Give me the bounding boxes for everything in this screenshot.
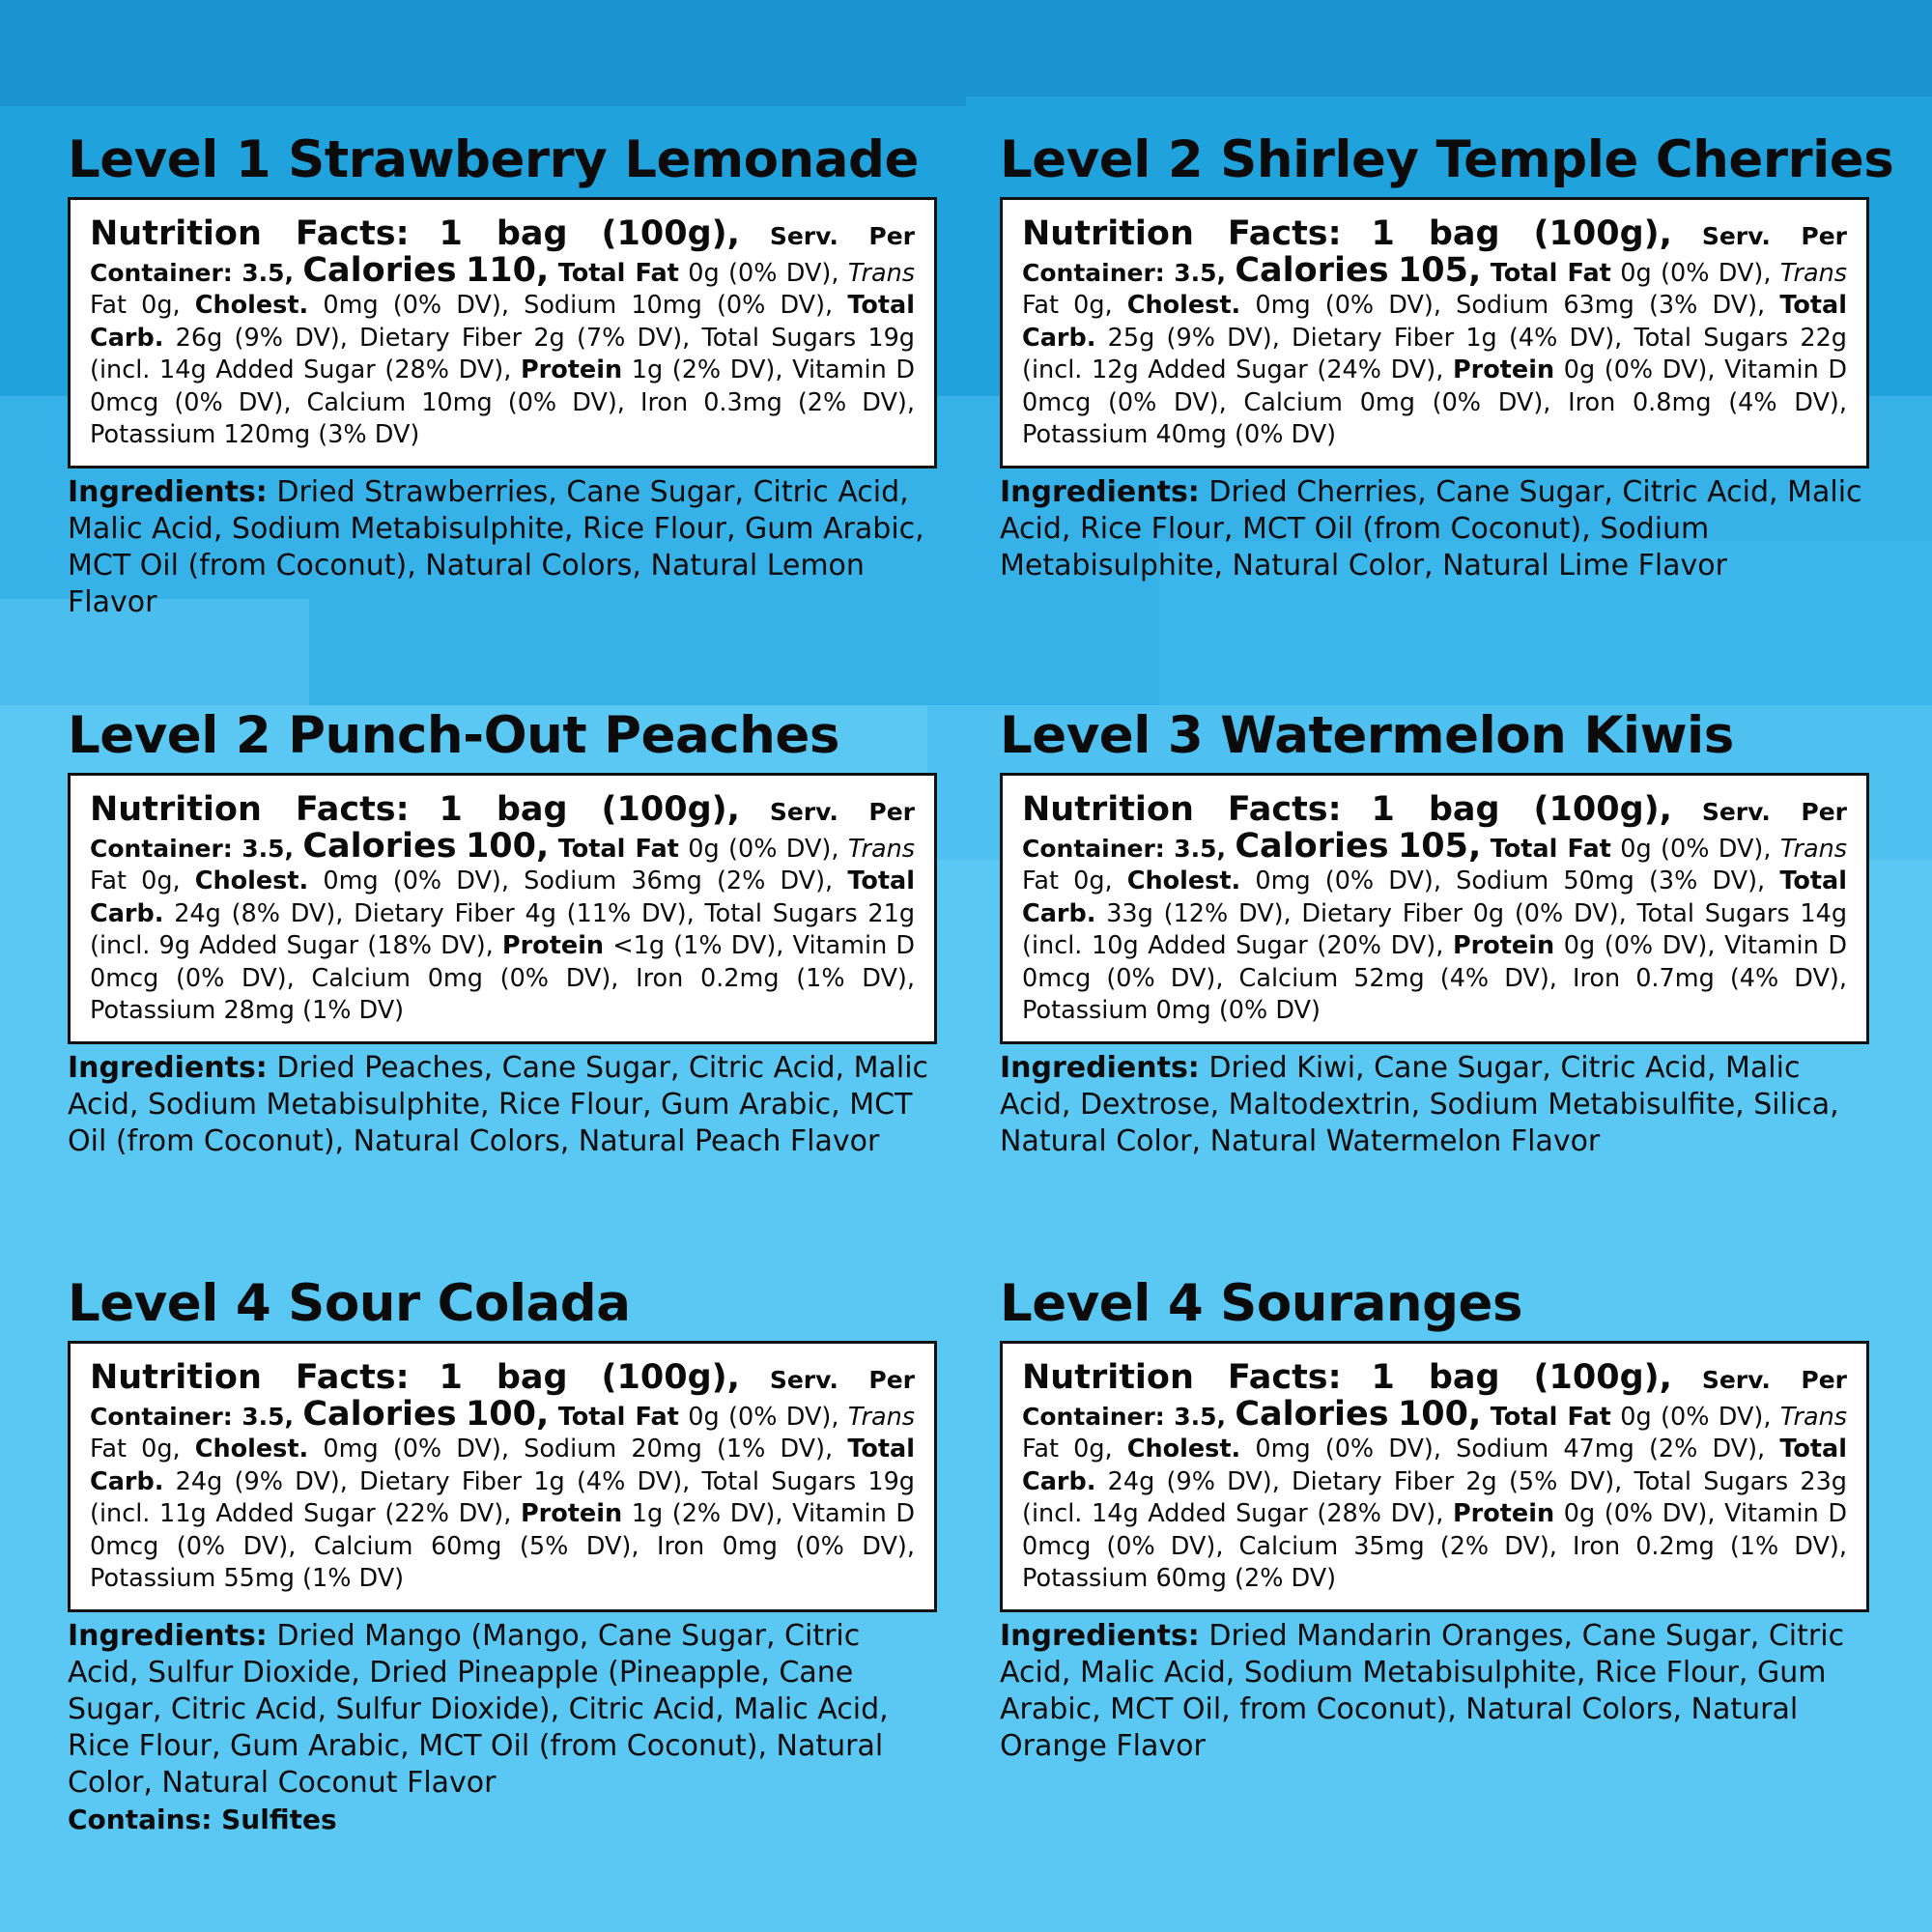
servings-value: 3.5, [1174, 834, 1226, 863]
protein-minerals-value: 0g (0% DV), Vitamin D 0mcg (0% DV), Calcium 35mg (2% DV), Iron 0.2mg (1% DV), Potassium 60mg (2% DV) [1022, 1499, 1847, 1593]
total-fat-value: 0g (0% DV), [688, 1402, 839, 1432]
calories-value: 105, [1397, 250, 1482, 290]
ingredients-text: Dried Cherries, Cane Sugar, Citric Acid, Malic Acid, Rice Flour, MCT Oil (from Coconut), Sodium Metabisulphite, Natural Color, Natural Lime Flavor [1000, 474, 1862, 582]
product-title: Level 2 Shirley Temple Cherries [1000, 130, 1894, 189]
protein-minerals-value: 1g (2% DV), Vitamin D 0mcg (0% DV), Calcium 10mg (0% DV), Iron 0.3mg (2% DV), Potassium 120mg (3% DV) [90, 355, 915, 449]
cholest-sodium-value: 0mg (0% DV), Sodium 10mg (0% DV), [323, 291, 834, 320]
ingredients-text: Dried Peaches, Cane Sugar, Citric Acid, Malic Acid, Sodium Metabisulphite, Rice Flour, Gum Arabic, MCT Oil (from Coconut), Natural Colors, Natural Peach Flavor [68, 1050, 929, 1158]
trans-label: Trans [1779, 258, 1848, 288]
cholest-label: Cholest. [194, 867, 309, 895]
ingredients-label: Ingredients: [1000, 474, 1200, 509]
trans-fat-value: Fat 0g, [1022, 867, 1113, 895]
nutrition-facts-box [1000, 1341, 1869, 1612]
ingredients-label: Ingredients: [68, 1618, 268, 1653]
nutrition-facts-label: Nutrition Facts: [90, 214, 410, 253]
ingredients-text: Dried Kiwi, Cane Sugar, Citric Acid, Malic Acid, Dextrose, Maltodextrin, Sodium Metabisulfite, Silica, Natural Color, Natural Watermelon Flavor [1000, 1050, 1839, 1158]
total-fat-value: 0g (0% DV), [1620, 834, 1772, 864]
ingredients-block [68, 474, 937, 621]
cholest-label: Cholest. [1126, 291, 1241, 320]
calories-label: Calories [302, 1394, 457, 1434]
ingredients-text: Dried Mandarin Oranges, Cane Sugar, Citric Acid, Malic Acid, Sodium Metabisulphite, Rice Flour, Gum Arabic, MCT Oil, from Coconut), Natural Colors, Natural Orange Flavor [1000, 1618, 1845, 1763]
protein-label: Protein [501, 931, 605, 960]
calories-label: Calories [1235, 250, 1389, 290]
calories-value: 110, [465, 250, 550, 290]
ingredients-block [1000, 1618, 1869, 1765]
serving-size: 1 bag (100g), [439, 214, 740, 253]
ingredients-block [1000, 474, 1869, 584]
total-fat-label: Total Fat [1490, 258, 1611, 288]
protein-minerals-value: <1g (1% DV), Vitamin D 0mcg (0% DV), Calcium 0mg (0% DV), Iron 0.2mg (1% DV), Potassium 28mg (1% DV) [90, 931, 916, 1025]
nutrition-facts-box [1000, 773, 1869, 1044]
serv-per-container-label: Serv. Per Container: [1022, 222, 1847, 287]
total-carb-label: Total Carb. [90, 1435, 915, 1496]
cholest-sodium-value: 0mg (0% DV), Sodium 20mg (1% DV), [323, 1435, 834, 1463]
serv-per-container-label: Serv. Per Container: [90, 1366, 915, 1431]
calories-value: 100, [465, 1394, 550, 1434]
calories-value: 100, [465, 826, 550, 866]
product-panel-punch-out-peaches [68, 705, 937, 1160]
ingredients-text: Dried Strawberries, Cane Sugar, Citric Acid, Malic Acid, Sodium Metabisulphite, Rice Flour, Gum Arabic, MCT Oil (from Coconut), Natural Colors, Natural Lemon Flavor [68, 474, 924, 619]
servings-value: 3.5, [242, 258, 294, 287]
calories-value: 100, [1397, 1394, 1482, 1434]
total-fat-label: Total Fat [557, 834, 679, 864]
total-carb-label: Total Carb. [1022, 291, 1847, 353]
trans-fat-value: Fat 0g, [90, 1435, 181, 1463]
cholest-label: Cholest. [194, 1435, 309, 1463]
protein-label: Protein [520, 1499, 623, 1528]
ingredients-text: Dried Mango (Mango, Cane Sugar, Citric Acid, Sulfur Dioxide, Dried Pineapple (Pineapple, Cane Sugar, Citric Acid, Sulfur Dioxide), Citric Acid, Malic Acid, Rice Flour, Gum Arabic, MCT Oil (from Coconut), Natural Color, Natural Coconut Flavor [68, 1618, 889, 1800]
cholest-sodium-value: 0mg (0% DV), Sodium 47mg (2% DV), [1255, 1435, 1766, 1463]
trans-fat-value: Fat 0g, [1022, 1435, 1113, 1463]
trans-label: Trans [847, 1402, 916, 1432]
product-panel-shirley-temple-cherries [1000, 129, 1894, 584]
allergen-contains: Contains: Sulfites [68, 1803, 337, 1835]
nutrition-facts-box [68, 1341, 937, 1612]
ingredients-block [1000, 1050, 1869, 1160]
nutrition-facts-label: Nutrition Facts: [1022, 214, 1342, 253]
nutrition-facts-label: Nutrition Facts: [90, 790, 410, 829]
protein-minerals-value: 1g (2% DV), Vitamin D 0mcg (0% DV), Calcium 60mg (5% DV), Iron 0mg (0% DV), Potassium 55mg (1% DV) [90, 1499, 915, 1593]
servings-value: 3.5, [1174, 1402, 1226, 1431]
ingredients-label: Ingredients: [68, 474, 268, 509]
total-fat-label: Total Fat [1490, 1402, 1611, 1432]
trans-label: Trans [847, 258, 916, 288]
calories-label: Calories [1235, 1394, 1389, 1434]
servings-value: 3.5, [1174, 258, 1226, 287]
cholest-sodium-value: 0mg (0% DV), Sodium 36mg (2% DV), [323, 867, 834, 895]
trans-label: Trans [847, 834, 916, 864]
product-panel-watermelon-kiwis [1000, 705, 1869, 1160]
total-fat-label: Total Fat [557, 1402, 679, 1432]
nutrition-facts-label: Nutrition Facts: [90, 1358, 410, 1397]
nutrition-facts-label: Nutrition Facts: [1022, 790, 1342, 829]
total-carb-label: Total Carb. [90, 291, 915, 353]
carb-sugar-value: 24g (9% DV), Dietary Fiber 1g (4% DV), Total Sugars 19g (incl. 11g Added Sugar (22% DV), [90, 1466, 915, 1528]
product-title: Level 4 Sour Colada [68, 1274, 631, 1333]
trans-fat-value: Fat 0g, [90, 867, 181, 895]
trans-label: Trans [1779, 834, 1848, 864]
protein-minerals-value: 0g (0% DV), Vitamin D 0mcg (0% DV), Calcium 0mg (0% DV), Iron 0.8mg (4% DV), Potassium 40mg (0% DV) [1022, 355, 1847, 449]
serv-per-container-label: Serv. Per Container: [1022, 1366, 1847, 1431]
total-carb-label: Total Carb. [90, 867, 915, 928]
total-fat-value: 0g (0% DV), [1620, 258, 1772, 288]
cholest-label: Cholest. [194, 291, 309, 320]
cholest-label: Cholest. [1126, 1435, 1241, 1463]
protein-label: Protein [1452, 355, 1555, 384]
ingredients-label: Ingredients: [1000, 1050, 1200, 1085]
serving-size: 1 bag (100g), [439, 790, 740, 829]
cholest-label: Cholest. [1126, 867, 1241, 895]
calories-value: 105, [1397, 826, 1482, 866]
product-panel-souranges [1000, 1273, 1869, 1765]
serving-size: 1 bag (100g), [1371, 1358, 1672, 1397]
servings-value: 3.5, [242, 834, 294, 863]
cholest-sodium-value: 0mg (0% DV), Sodium 63mg (3% DV), [1255, 291, 1766, 320]
ingredients-label: Ingredients: [1000, 1618, 1200, 1653]
cholest-sodium-value: 0mg (0% DV), Sodium 50mg (3% DV), [1255, 867, 1766, 895]
serv-per-container-label: Serv. Per Container: [1022, 798, 1847, 863]
nutrition-facts-box [68, 197, 937, 469]
serving-size: 1 bag (100g), [439, 1358, 740, 1397]
nutrition-facts-box [1000, 197, 1869, 469]
serv-per-container-label: Serv. Per Container: [90, 798, 915, 863]
carb-sugar-value: 25g (9% DV), Dietary Fiber 1g (4% DV), Total Sugars 22g (incl. 12g Added Sugar (24% DV), [1022, 323, 1847, 384]
trans-fat-value: Fat 0g, [1022, 291, 1113, 320]
carb-sugar-value: 24g (9% DV), Dietary Fiber 2g (5% DV), Total Sugars 23g (incl. 14g Added Sugar (28% DV), [1022, 1466, 1847, 1528]
carb-sugar-value: 33g (12% DV), Dietary Fiber 0g (0% DV), Total Sugars 14g (incl. 10g Added Sugar (20% DV), [1022, 898, 1848, 960]
product-title: Level 4 Souranges [1000, 1274, 1523, 1333]
nutrition-facts-box [68, 773, 937, 1044]
total-fat-label: Total Fat [557, 258, 679, 288]
total-fat-value: 0g (0% DV), [1620, 1402, 1772, 1432]
nutrition-facts-label: Nutrition Facts: [1022, 1358, 1342, 1397]
total-carb-label: Total Carb. [1022, 1435, 1847, 1496]
total-fat-value: 0g (0% DV), [688, 834, 839, 864]
serv-per-container-label: Serv. Per Container: [90, 222, 915, 287]
servings-value: 3.5, [242, 1402, 294, 1431]
total-fat-label: Total Fat [1490, 834, 1611, 864]
protein-label: Protein [520, 355, 623, 384]
serving-size: 1 bag (100g), [1371, 790, 1672, 829]
ingredients-label: Ingredients: [68, 1050, 268, 1085]
product-panel-sour-colada [68, 1273, 937, 1838]
carb-sugar-value: 24g (8% DV), Dietary Fiber 4g (11% DV), Total Sugars 21g (incl. 9g Added Sugar (18% DV), [90, 898, 916, 960]
calories-label: Calories [1235, 826, 1389, 866]
trans-fat-value: Fat 0g, [90, 291, 181, 320]
calories-label: Calories [302, 250, 457, 290]
product-panel-strawberry-lemonade [68, 129, 937, 621]
band-step-1 [966, 97, 1932, 116]
total-carb-label: Total Carb. [1022, 867, 1847, 928]
protein-label: Protein [1452, 931, 1555, 960]
product-title: Level 2 Punch-Out Peaches [68, 706, 839, 765]
product-title: Level 1 Strawberry Lemonade [68, 130, 919, 189]
ingredients-block [68, 1050, 937, 1160]
protein-label: Protein [1452, 1499, 1555, 1528]
serving-size: 1 bag (100g), [1371, 214, 1672, 253]
trans-label: Trans [1779, 1402, 1848, 1432]
ingredients-block [68, 1618, 937, 1802]
total-fat-value: 0g (0% DV), [688, 258, 839, 288]
carb-sugar-value: 26g (9% DV), Dietary Fiber 2g (7% DV), Total Sugars 19g (incl. 14g Added Sugar (28% DV), [90, 323, 915, 384]
product-title: Level 3 Watermelon Kiwis [1000, 706, 1734, 765]
protein-minerals-value: 0g (0% DV), Vitamin D 0mcg (0% DV), Calcium 52mg (4% DV), Iron 0.7mg (4% DV), Potassium 0mg (0% DV) [1022, 931, 1847, 1025]
calories-label: Calories [302, 826, 457, 866]
band-top [0, 0, 1932, 106]
